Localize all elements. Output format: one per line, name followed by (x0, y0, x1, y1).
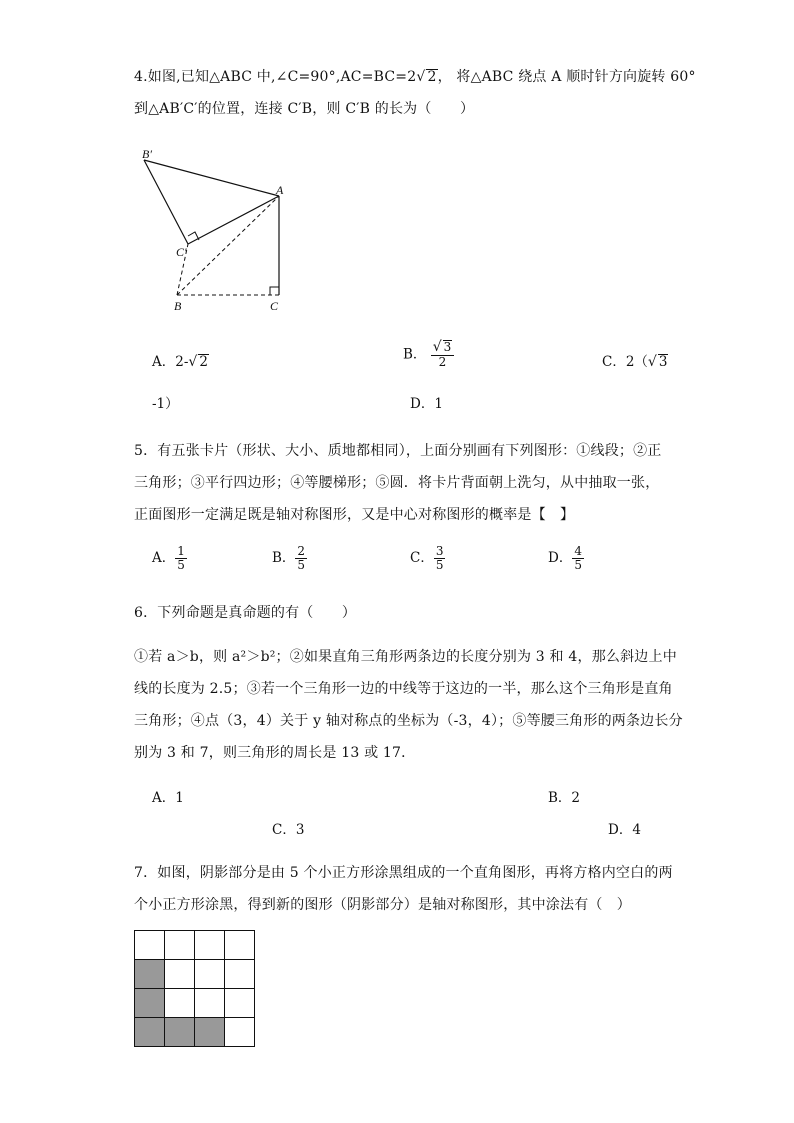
q4-option-b[interactable]: B． $\frac{√ 3}{2}$ (403, 340, 454, 370)
q6-line1: 6．下列命题是真命题的有（ ） (134, 605, 357, 621)
label-c: C (270, 299, 279, 313)
grid-cell-shaded (135, 1018, 165, 1047)
label-cprime: C′ (176, 245, 187, 259)
grid-cell-blank (225, 931, 255, 960)
grid-cell-blank (225, 1018, 255, 1047)
segment-cprime-a (188, 196, 279, 244)
q5-option-d[interactable]: D． $\frac{4}{5}$ (548, 544, 582, 573)
grid-cell-blank (195, 989, 225, 1018)
label-a: A (276, 183, 284, 197)
grid-cell-blank (195, 931, 225, 960)
q4-line1: 4.如图,已知△ABC 中,∠C=90°,AC=BC=2√ 2， 将△ABC 绕点 A 顺时针方向旋转 60° (134, 69, 696, 85)
q4-option-c-continued: -1） (152, 396, 179, 412)
grid-cell-shaded (195, 1018, 225, 1047)
grid-cell-blank (225, 960, 255, 989)
q6-line5: 别为 3 和 7，则三角形的周长是 13 或 17． (134, 745, 416, 761)
grid-cell-blank (225, 989, 255, 1018)
q7-line2: 个小正方形涂黑，得到新的图形（阴影部分）是轴对称图形，其中涂法有（ ） (134, 897, 631, 913)
q7-line1: 7．如图，阴影部分是由 5 个小正方形涂黑组成的一个直角图形，再将方格内空白的两 (134, 865, 673, 881)
q6-option-b[interactable]: B．2 (548, 790, 581, 806)
grid-row (135, 960, 255, 989)
q5-line2: 三角形；③平行四边形；④等腰梯形；⑤圆．将卡片背面朝上洗匀，从中抽取一张， (134, 475, 660, 491)
q4-triangle-figure (130, 140, 300, 320)
grid-row (135, 931, 255, 960)
q5-option-a[interactable]: A． $\frac{1}{5}$ (152, 544, 185, 573)
segment-b-a (177, 196, 279, 295)
grid-cell-blank (135, 931, 165, 960)
q5-option-c[interactable]: C． $\frac{3}{5}$ (410, 544, 444, 573)
q6-line4: 三角形；④点（3，4）关于 y 轴对称点的坐标为（-3，4）；⑤等腰三角形的两条边长分 (134, 713, 683, 729)
q4-line2: 到△AB′C′的位置，连接 C′B，则 C′B 的长为（ ） (134, 101, 475, 117)
segment-bprime-cprime (144, 160, 188, 244)
grid-cell-blank (165, 931, 195, 960)
grid-cell-blank (195, 960, 225, 989)
q7-grid-figure (134, 930, 255, 1047)
q5-option-b[interactable]: B． $\frac{2}{5}$ (272, 544, 306, 573)
label-b: B (174, 299, 182, 313)
q6-line2: ①若 a＞b，则 a²＞b²；②如果直角三角形两条边的长度分别为 3 和 4，那么斜边上中 (134, 649, 677, 665)
grid-cell-blank (165, 989, 195, 1018)
segment-bprime-a (144, 160, 279, 196)
grid-row (135, 1018, 255, 1047)
label-bprime: B′ (142, 147, 152, 161)
grid-cell-blank (165, 960, 195, 989)
q4-option-a[interactable]: A．2-√ 2 (152, 354, 208, 370)
q5-line1: 5．有五张卡片（形状、大小、质地都相同），上面分别画有下列图形：①线段；②正 (134, 443, 662, 459)
grid-cell-shaded (135, 960, 165, 989)
q5-line3: 正面图形一定满足既是轴对称图形，又是中心对称图形的概率是【 】 (134, 507, 575, 523)
q4-option-d[interactable]: D．1 (410, 396, 443, 412)
q6-option-d[interactable]: D．4 (608, 822, 641, 838)
grid-cell-shaded (135, 989, 165, 1018)
q4-option-c[interactable]: C．2（√ 3 (602, 354, 668, 370)
right-angle-c (270, 287, 279, 295)
q6-option-a[interactable]: A．1 (152, 790, 184, 806)
grid-cell-shaded (165, 1018, 195, 1047)
q6-option-c[interactable]: C．3 (272, 822, 305, 838)
grid-row (135, 989, 255, 1018)
q6-line3: 线的长度为 2.5；③若一个三角形一边的中线等于这边的一半，那么这个三角形是直角 (134, 681, 673, 697)
